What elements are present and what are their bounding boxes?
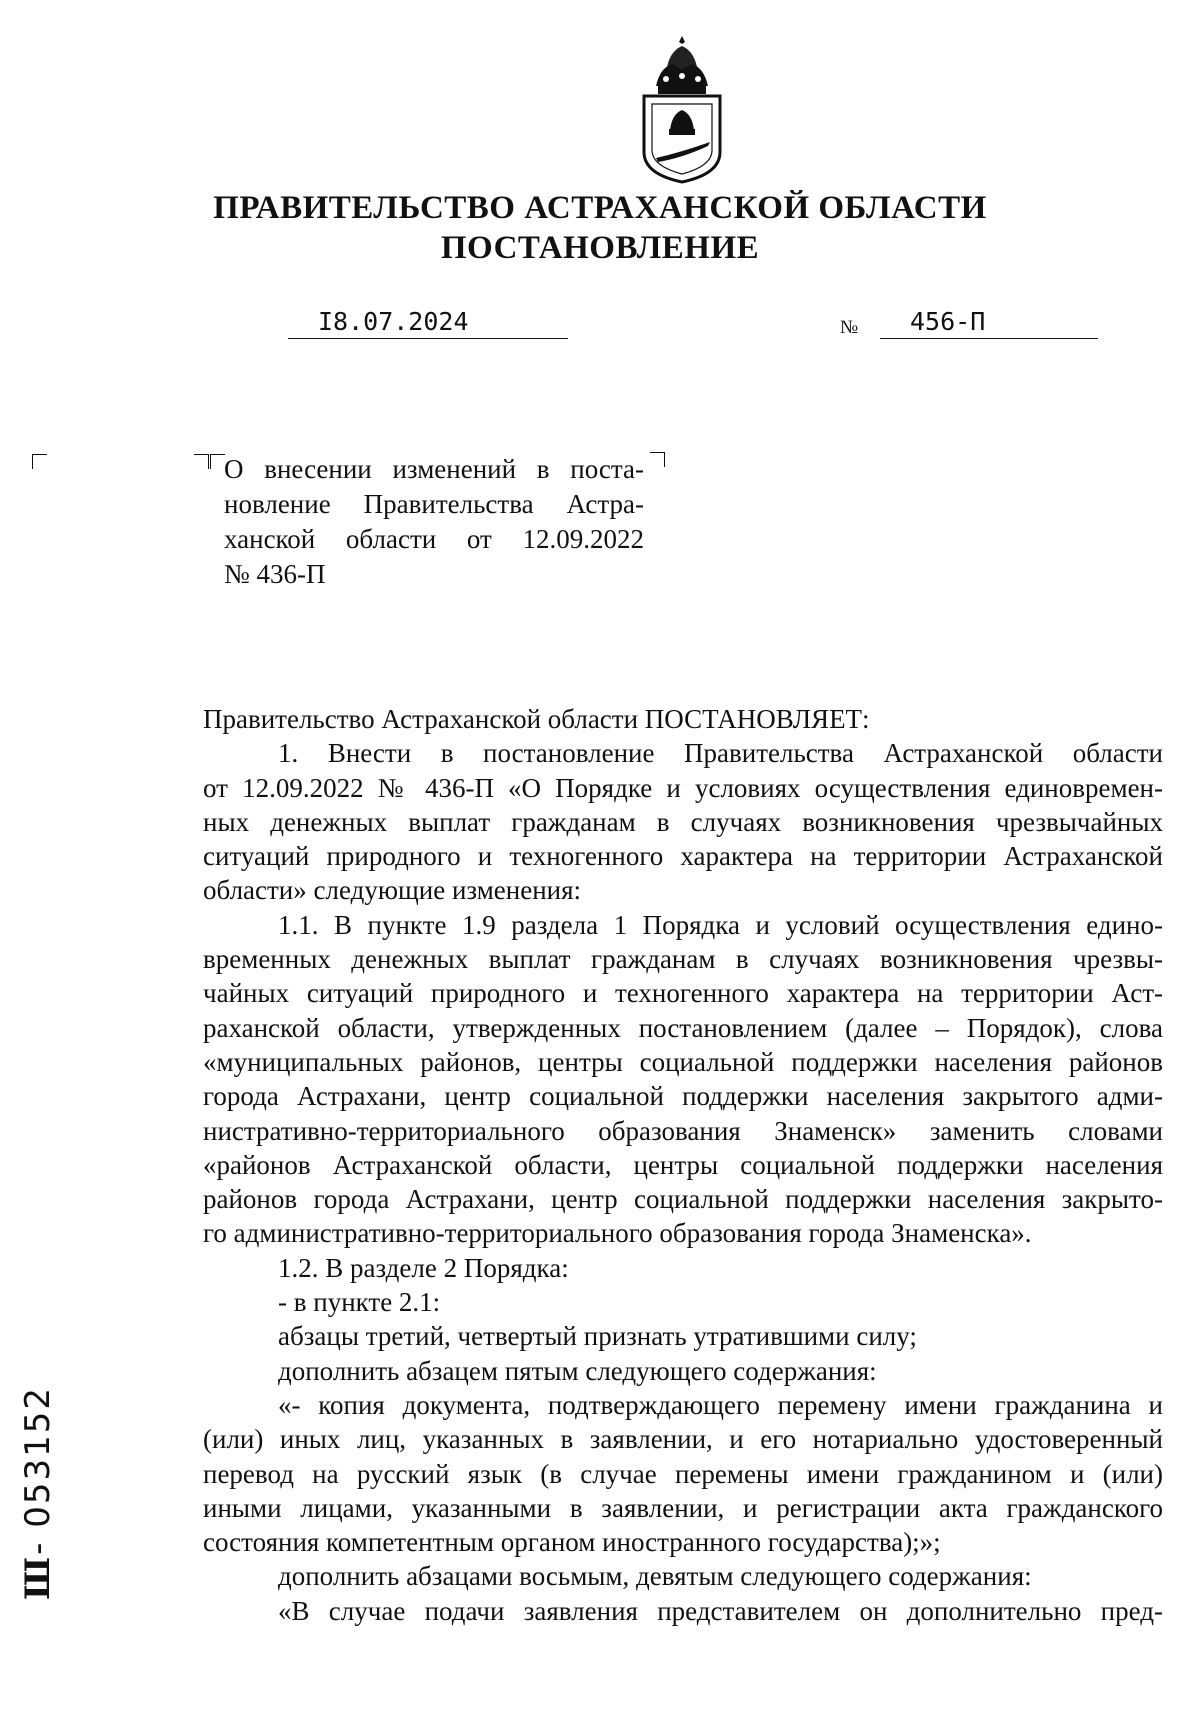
date-underline [288, 336, 568, 339]
document-subject [224, 452, 644, 592]
body-line: районов города Астрахани, центр социальной поддержки населения закрыто- [203, 1184, 1163, 1215]
body-line: нистративно-территориального образования Знаменск» заменить словами [203, 1115, 1163, 1146]
body-line: «муниципальных районов, центры социальной поддержки населения районов [203, 1046, 1163, 1077]
body-line: 1.2. В разделе 2 Порядка: [278, 1252, 569, 1283]
body-line: состояния компетентным органом иностранного государства);»; [203, 1527, 941, 1558]
body-line: дополнить абзацем пятым следующего содержания: [278, 1355, 877, 1386]
body-line: чайных ситуаций природного и техногенного характера на территории Аст- [203, 978, 1163, 1009]
coat-of-arms-emblem [636, 34, 728, 184]
body-line: раханской области, утвержденных постановлением (далее – Порядок), слова [203, 1012, 1163, 1043]
document-body [203, 702, 1163, 1628]
body-line: области» следующие изменения: [203, 875, 582, 906]
government-title: ПРАВИТЕЛЬСТВО АСТРАХАНСКОЙ ОБЛАСТИ [213, 190, 987, 226]
side-serial-stamp [18, 1386, 58, 1600]
body-line: дополнить абзацами восьмым, девятым следующего содержания: [278, 1561, 1032, 1592]
body-line: «В случае подачи заявления представителем он дополнительно пред- [278, 1595, 1163, 1626]
body-line: Правительство Астраханской области ПОСТАНОВЛЯЕТ: [203, 704, 870, 734]
document-type-title: ПОСТАНОВЛЕНИЕ [440, 230, 760, 266]
body-line: 1.1. В пункте 1.9 раздела 1 Порядка и условий осуществления едино- [278, 909, 1163, 940]
body-line: го административно-территориального образования города Знаменска». [203, 1218, 1032, 1249]
body-line: перевод на русский язык (в случае перемены имени гражданином и (или) [203, 1458, 1163, 1489]
side-stamp-prefix: Ш [18, 1554, 58, 1600]
body-line: (или) иных лиц, указанных в заявлении, и его нотариально удостоверенный [203, 1424, 1163, 1455]
body-line: «- копия документа, подтверждающего перемену имени гражданина и [278, 1389, 1163, 1420]
document-date: I8.07.2024 [318, 307, 469, 336]
corner-mark-subject-right-inner [194, 454, 209, 469]
body-line: абзацы третий, четвертый признать утратившими силу; [278, 1321, 917, 1352]
corner-mark-subject-left [210, 454, 225, 469]
body-line: ситуаций природного и техногенного характера на территории Астраханской [203, 841, 1163, 872]
number-sign: № [840, 317, 859, 338]
body-line: 1. Внести в постановление Правительства Астраханской области [278, 738, 1163, 769]
number-underline [880, 336, 1098, 339]
corner-mark-subject-right [650, 452, 665, 467]
subject-line: ханской области от 12.09.2022 [224, 524, 644, 554]
subject-line: О внесении изменений в поста- [224, 454, 644, 484]
body-line: - в пункте 2.1: [278, 1287, 441, 1318]
document-number: 456-П [910, 307, 986, 336]
body-line: временных денежных выплат гражданам в случаях возникновения чрезвы- [203, 944, 1163, 975]
body-line: «районов Астраханской области, центры социальной поддержки населения [203, 1149, 1163, 1180]
subject-line: новление Правительства Астра- [224, 489, 644, 519]
body-line: от 12.09.2022 № 436-П «О Порядке и условиях осуществления единовремен- [203, 772, 1163, 803]
body-line: иными лицами, указанными в заявлении, и регистрации акта гражданского [203, 1492, 1163, 1523]
subject-line: № 436-П [224, 559, 326, 589]
side-stamp-code: - 053152 [18, 1386, 58, 1555]
body-line: ных денежных выплат гражданам в случаях возникновения чрезвычайных [203, 806, 1163, 837]
body-line: города Астрахани, центр социальной поддержки населения закрытого адми- [203, 1081, 1163, 1112]
corner-mark-left [32, 454, 47, 469]
